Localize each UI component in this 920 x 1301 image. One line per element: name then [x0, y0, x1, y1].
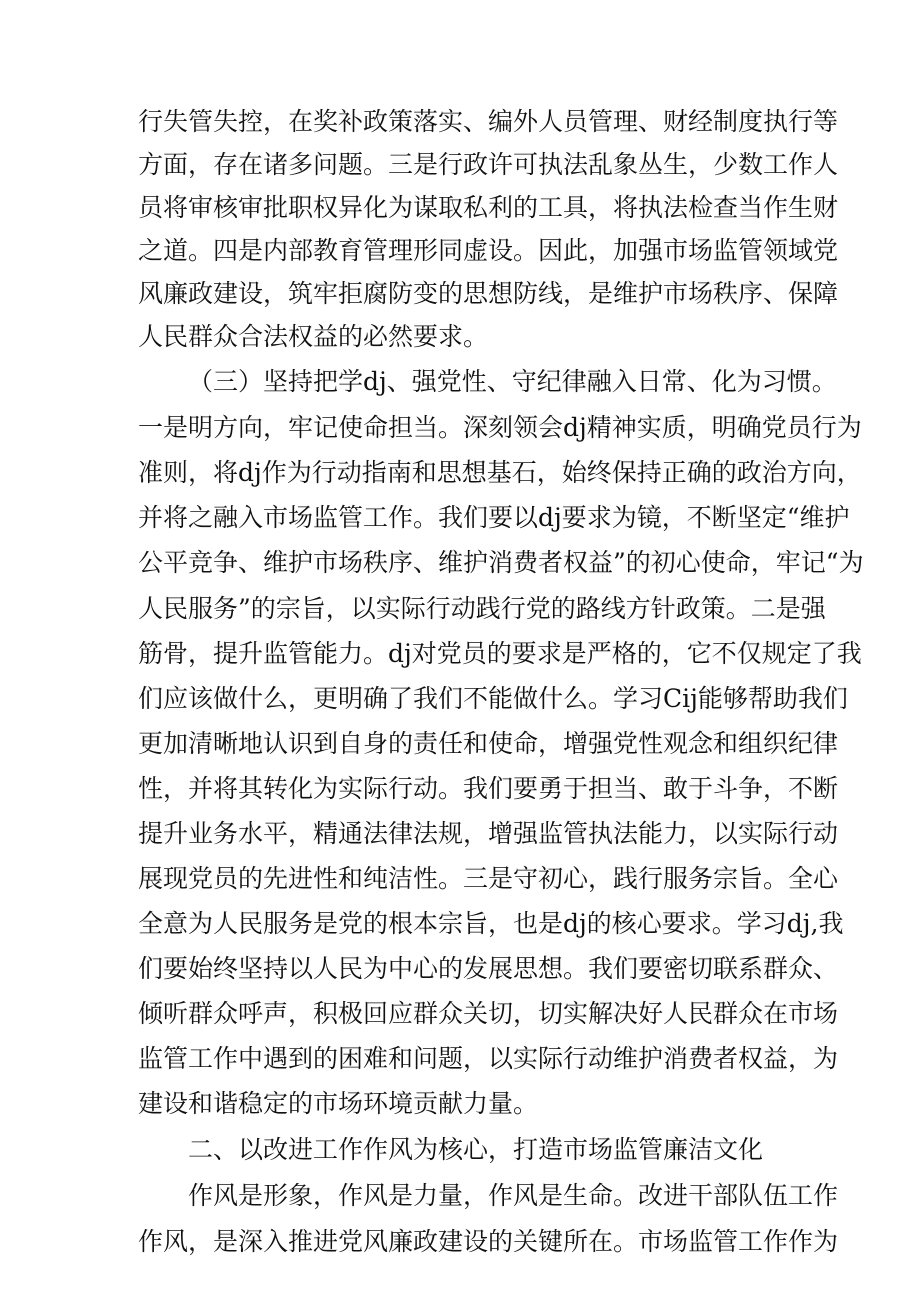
text-line: 提升业务水平，精通法律法规，增强监管执法能力，以实际行动: [138, 819, 839, 848]
text-line: 作风是形象，作风是力量，作风是生命。改进干部队伍工作: [188, 1181, 839, 1210]
text-line: 建设和谐稳定的市场环境贡献力量。: [138, 1089, 539, 1118]
text-line: 员将审核审批职权异化为谋取私利的工具，将执法检查当作生财: [138, 193, 839, 222]
text-line: 性，并将其转化为实际行动。我们要勇于担当、敢于斗争，不断: [138, 774, 839, 803]
text-line: 展现党员的先进性和纯洁性。三是守初心，践行服务宗旨。全心: [138, 864, 839, 893]
text-line: 人民服务”的宗旨，以实际行动践行党的路线方针政策。二是强: [138, 594, 826, 623]
text-line: 更加清晰地认识到自身的责任和使命，增强党性观念和组织纪律: [138, 729, 839, 758]
text-line: 倾听群众呼声，积极回应群众关切，切实解决好人民群众在市场: [138, 999, 839, 1028]
text-line: 一是明方向，牢记使命担当。深刻领会dj精神实质，明确党员行为: [138, 413, 862, 442]
section-heading-3: （三）坚持把学dj、强党性、守纪律融入日常、化为习惯。: [188, 367, 837, 396]
text-line: 人民群众合法权益的必然要求。: [138, 322, 489, 351]
text-line: 行失管失控，在奖补政策落实、编外人员管理、财经制度执行等: [138, 107, 839, 136]
text-line: 风廉政建设，筑牢拒腐防变的思想防线，是维护市场秩序、保障: [138, 279, 839, 308]
text-line: 们要始终坚持以人民为中心的发展思想。我们要密切联系群众、: [138, 954, 839, 983]
text-line: 作风，是深入推进党风廉政建设的关键所在。市场监管工作作为: [138, 1227, 839, 1256]
text-line: 监管工作中遇到的困难和问题，以实际行动维护消费者权益，为: [138, 1044, 839, 1073]
text-line: 准则，将dj作为行动指南和思想基石，始终保持正确的政治方向，: [138, 458, 862, 487]
text-line: 之道。四是内部教育管理形同虚设。因此，加强市场监管领域党: [138, 236, 839, 265]
text-line: 全意为人民服务是党的根本宗旨，也是dj的核心要求。学习dj,我: [138, 909, 844, 938]
text-line: 方面，存在诸多问题。三是行政许可执法乱象丛生，少数工作人: [138, 150, 839, 179]
text-line: 公平竞争、维护市场秩序、维护消费者权益”的初心使命，牢记“为: [138, 548, 864, 577]
text-line: 筋骨，提升监管能力。dj对党员的要求是严格的，它不仅规定了我: [138, 639, 862, 668]
text-line: 们应该做什么，更明确了我们不能做什么。学习Cij能够帮助我们: [138, 684, 848, 713]
text-line: 并将之融入市场监管工作。我们要以dj要求为镜，不断坚定“维护: [138, 503, 850, 532]
section-heading-2: 二、以改进工作作风为核心，打造市场监管廉洁文化: [188, 1135, 764, 1164]
